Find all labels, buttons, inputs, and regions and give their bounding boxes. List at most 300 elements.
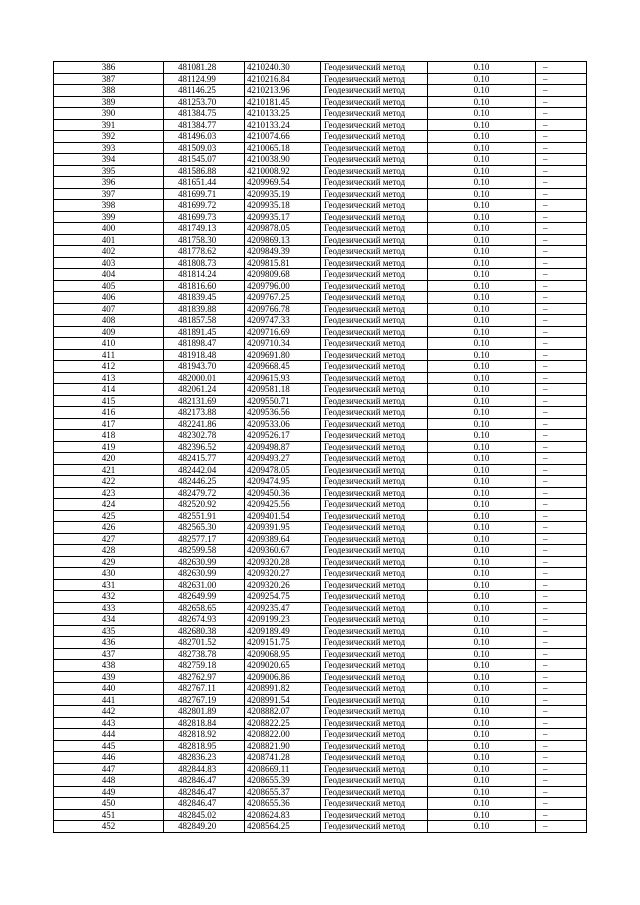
accuracy-cell: 0.10 [428, 809, 536, 821]
table-row [54, 694, 587, 706]
y-coordinate-cell: 4210181.45 [245, 96, 321, 108]
x-coordinate-cell: 481778.62 [164, 246, 245, 258]
accuracy-cell: 0.10 [428, 131, 536, 143]
y-coordinate-cell: 4210008.92 [245, 165, 321, 177]
accuracy-cell: 0.10 [428, 499, 536, 511]
table-row [54, 384, 587, 396]
table-row [54, 648, 587, 660]
x-coordinate-cell: 482131.69 [164, 395, 245, 407]
table-row [54, 73, 587, 85]
table-row [54, 395, 587, 407]
point-number-cell: 434 [54, 614, 164, 626]
accuracy-cell: 0.10 [428, 177, 536, 189]
method-cell: Геодезический метод [321, 568, 428, 580]
x-coordinate-cell: 482631.00 [164, 579, 245, 591]
note-cell: – [536, 821, 587, 833]
y-coordinate-cell: 4208564.25 [245, 821, 321, 833]
table-row [54, 522, 587, 534]
accuracy-cell: 0.10 [428, 62, 536, 74]
note-cell: – [536, 809, 587, 821]
note-cell: – [536, 487, 587, 499]
table-row [54, 671, 587, 683]
x-coordinate-cell: 481253.70 [164, 96, 245, 108]
note-cell: – [536, 556, 587, 568]
x-coordinate-cell: 482801.89 [164, 706, 245, 718]
y-coordinate-cell: 4209006.86 [245, 671, 321, 683]
note-cell: – [536, 269, 587, 281]
table-row [54, 188, 587, 200]
point-number-cell: 443 [54, 717, 164, 729]
method-cell: Геодезический метод [321, 165, 428, 177]
y-coordinate-cell: 4208669.11 [245, 763, 321, 775]
method-cell: Геодезический метод [321, 119, 428, 131]
method-cell: Геодезический метод [321, 499, 428, 511]
y-coordinate-cell: 4209796.00 [245, 280, 321, 292]
method-cell: Геодезический метод [321, 487, 428, 499]
point-number-cell: 444 [54, 729, 164, 741]
accuracy-cell: 0.10 [428, 614, 536, 626]
x-coordinate-cell: 481586.88 [164, 165, 245, 177]
x-coordinate-cell: 482630.99 [164, 556, 245, 568]
accuracy-cell: 0.10 [428, 545, 536, 557]
y-coordinate-cell: 4209550.71 [245, 395, 321, 407]
y-coordinate-cell: 4209716.69 [245, 326, 321, 338]
x-coordinate-cell: 481496.03 [164, 131, 245, 143]
x-coordinate-cell: 481081.28 [164, 62, 245, 74]
y-coordinate-cell: 4209935.19 [245, 188, 321, 200]
table-row [54, 510, 587, 522]
note-cell: – [536, 303, 587, 315]
y-coordinate-cell: 4209068.95 [245, 648, 321, 660]
method-cell: Геодезический метод [321, 671, 428, 683]
table-row [54, 568, 587, 580]
note-cell: – [536, 223, 587, 235]
point-number-cell: 433 [54, 602, 164, 614]
x-coordinate-cell: 482818.95 [164, 740, 245, 752]
y-coordinate-cell: 4208822.00 [245, 729, 321, 741]
method-cell: Геодезический метод [321, 602, 428, 614]
point-number-cell: 392 [54, 131, 164, 143]
x-coordinate-cell: 481146.25 [164, 85, 245, 97]
x-coordinate-cell: 481918.48 [164, 349, 245, 361]
note-cell: – [536, 441, 587, 453]
point-number-cell: 412 [54, 361, 164, 373]
accuracy-cell: 0.10 [428, 200, 536, 212]
note-cell: – [536, 361, 587, 373]
table-row [54, 441, 587, 453]
y-coordinate-cell: 4209320.27 [245, 568, 321, 580]
point-number-cell: 402 [54, 246, 164, 258]
point-number-cell: 426 [54, 522, 164, 534]
x-coordinate-cell: 482849.20 [164, 821, 245, 833]
point-number-cell: 406 [54, 292, 164, 304]
accuracy-cell: 0.10 [428, 315, 536, 327]
note-cell: – [536, 246, 587, 258]
table-row [54, 119, 587, 131]
point-number-cell: 428 [54, 545, 164, 557]
x-coordinate-cell: 482845.02 [164, 809, 245, 821]
accuracy-cell: 0.10 [428, 660, 536, 672]
note-cell: – [536, 786, 587, 798]
accuracy-cell: 0.10 [428, 303, 536, 315]
x-coordinate-cell: 482738.78 [164, 648, 245, 660]
y-coordinate-cell: 4210133.24 [245, 119, 321, 131]
y-coordinate-cell: 4208991.54 [245, 694, 321, 706]
accuracy-cell: 0.10 [428, 257, 536, 269]
method-cell: Геодезический метод [321, 131, 428, 143]
note-cell: – [536, 614, 587, 626]
accuracy-cell: 0.10 [428, 510, 536, 522]
x-coordinate-cell: 482846.47 [164, 775, 245, 787]
point-number-cell: 439 [54, 671, 164, 683]
x-coordinate-cell: 482000.01 [164, 372, 245, 384]
method-cell: Геодезический метод [321, 683, 428, 695]
x-coordinate-cell: 481839.45 [164, 292, 245, 304]
method-cell: Геодезический метод [321, 752, 428, 764]
method-cell: Геодезический метод [321, 637, 428, 649]
note-cell: – [536, 545, 587, 557]
y-coordinate-cell: 4209935.18 [245, 200, 321, 212]
table-row [54, 464, 587, 476]
table-row [54, 591, 587, 603]
y-coordinate-cell: 4208991.82 [245, 683, 321, 695]
table-row [54, 349, 587, 361]
table-row [54, 96, 587, 108]
table-row [54, 821, 587, 833]
x-coordinate-cell: 481384.75 [164, 108, 245, 120]
method-cell: Геодезический метод [321, 510, 428, 522]
point-number-cell: 450 [54, 798, 164, 810]
table-row [54, 717, 587, 729]
table-row [54, 338, 587, 350]
x-coordinate-cell: 481839.88 [164, 303, 245, 315]
method-cell: Геодезический метод [321, 763, 428, 775]
table-row [54, 579, 587, 591]
table-row [54, 407, 587, 419]
x-coordinate-cell: 481814.24 [164, 269, 245, 281]
accuracy-cell: 0.10 [428, 395, 536, 407]
table-row [54, 809, 587, 821]
x-coordinate-cell: 482818.92 [164, 729, 245, 741]
point-number-cell: 446 [54, 752, 164, 764]
y-coordinate-cell: 4209391.95 [245, 522, 321, 534]
note-cell: – [536, 372, 587, 384]
note-cell: – [536, 568, 587, 580]
note-cell: – [536, 740, 587, 752]
y-coordinate-cell: 4209360.67 [245, 545, 321, 557]
point-number-cell: 410 [54, 338, 164, 350]
table-row [54, 292, 587, 304]
x-coordinate-cell: 481124.99 [164, 73, 245, 85]
method-cell: Геодезический метод [321, 269, 428, 281]
note-cell: – [536, 752, 587, 764]
accuracy-cell: 0.10 [428, 234, 536, 246]
point-number-cell: 431 [54, 579, 164, 591]
table-row [54, 361, 587, 373]
x-coordinate-cell: 481509.03 [164, 142, 245, 154]
table-row [54, 625, 587, 637]
point-number-cell: 386 [54, 62, 164, 74]
method-cell: Геодезический метод [321, 384, 428, 396]
x-coordinate-cell: 482767.11 [164, 683, 245, 695]
accuracy-cell: 0.10 [428, 338, 536, 350]
x-coordinate-cell: 481808.73 [164, 257, 245, 269]
note-cell: – [536, 292, 587, 304]
y-coordinate-cell: 4210240.30 [245, 62, 321, 74]
point-number-cell: 399 [54, 211, 164, 223]
accuracy-cell: 0.10 [428, 729, 536, 741]
accuracy-cell: 0.10 [428, 706, 536, 718]
point-number-cell: 398 [54, 200, 164, 212]
table-row [54, 200, 587, 212]
method-cell: Геодезический метод [321, 154, 428, 166]
point-number-cell: 438 [54, 660, 164, 672]
point-number-cell: 429 [54, 556, 164, 568]
method-cell: Геодезический метод [321, 142, 428, 154]
x-coordinate-cell: 482680.38 [164, 625, 245, 637]
y-coordinate-cell: 4209320.26 [245, 579, 321, 591]
method-cell: Геодезический метод [321, 188, 428, 200]
x-coordinate-cell: 481384.77 [164, 119, 245, 131]
point-number-cell: 404 [54, 269, 164, 281]
table-row [54, 246, 587, 258]
note-cell: – [536, 234, 587, 246]
x-coordinate-cell: 481699.72 [164, 200, 245, 212]
x-coordinate-cell: 481699.73 [164, 211, 245, 223]
note-cell: – [536, 326, 587, 338]
y-coordinate-cell: 4209615.93 [245, 372, 321, 384]
table-row [54, 303, 587, 315]
method-cell: Геодезический метод [321, 464, 428, 476]
note-cell: – [536, 315, 587, 327]
method-cell: Геодезический метод [321, 821, 428, 833]
point-number-cell: 408 [54, 315, 164, 327]
y-coordinate-cell: 4210074.66 [245, 131, 321, 143]
method-cell: Геодезический метод [321, 418, 428, 430]
method-cell: Геодезический метод [321, 476, 428, 488]
note-cell: – [536, 453, 587, 465]
note-cell: – [536, 660, 587, 672]
x-coordinate-cell: 482649.99 [164, 591, 245, 603]
table-row [54, 660, 587, 672]
y-coordinate-cell: 4208655.39 [245, 775, 321, 787]
method-cell: Геодезический метод [321, 625, 428, 637]
point-number-cell: 421 [54, 464, 164, 476]
table-row [54, 487, 587, 499]
point-number-cell: 442 [54, 706, 164, 718]
point-number-cell: 445 [54, 740, 164, 752]
y-coordinate-cell: 4209536.56 [245, 407, 321, 419]
point-number-cell: 435 [54, 625, 164, 637]
y-coordinate-cell: 4209767.25 [245, 292, 321, 304]
accuracy-cell: 0.10 [428, 269, 536, 281]
x-coordinate-cell: 481699.71 [164, 188, 245, 200]
table-row [54, 280, 587, 292]
point-number-cell: 427 [54, 533, 164, 545]
method-cell: Геодезический метод [321, 108, 428, 120]
x-coordinate-cell: 482565.30 [164, 522, 245, 534]
method-cell: Геодезический метод [321, 177, 428, 189]
x-coordinate-cell: 482173.88 [164, 407, 245, 419]
note-cell: – [536, 476, 587, 488]
accuracy-cell: 0.10 [428, 326, 536, 338]
note-cell: – [536, 62, 587, 74]
note-cell: – [536, 418, 587, 430]
y-coordinate-cell: 4209235.47 [245, 602, 321, 614]
point-number-cell: 403 [54, 257, 164, 269]
accuracy-cell: 0.10 [428, 821, 536, 833]
table-row [54, 752, 587, 764]
note-cell: – [536, 395, 587, 407]
y-coordinate-cell: 4209474.95 [245, 476, 321, 488]
x-coordinate-cell: 481816.60 [164, 280, 245, 292]
note-cell: – [536, 280, 587, 292]
note-cell: – [536, 602, 587, 614]
table-row [54, 740, 587, 752]
x-coordinate-cell: 481898.47 [164, 338, 245, 350]
x-coordinate-cell: 482674.93 [164, 614, 245, 626]
accuracy-cell: 0.10 [428, 487, 536, 499]
method-cell: Геодезический метод [321, 441, 428, 453]
x-coordinate-cell: 482415.77 [164, 453, 245, 465]
accuracy-cell: 0.10 [428, 292, 536, 304]
x-coordinate-cell: 481857.58 [164, 315, 245, 327]
note-cell: – [536, 671, 587, 683]
point-number-cell: 407 [54, 303, 164, 315]
y-coordinate-cell: 4209189.49 [245, 625, 321, 637]
table-row [54, 223, 587, 235]
method-cell: Геодезический метод [321, 775, 428, 787]
y-coordinate-cell: 4209878.05 [245, 223, 321, 235]
x-coordinate-cell: 482844.83 [164, 763, 245, 775]
note-cell: – [536, 464, 587, 476]
note-cell: – [536, 694, 587, 706]
method-cell: Геодезический метод [321, 545, 428, 557]
y-coordinate-cell: 4209710.34 [245, 338, 321, 350]
table-row [54, 257, 587, 269]
y-coordinate-cell: 4208822.25 [245, 717, 321, 729]
accuracy-cell: 0.10 [428, 648, 536, 660]
y-coordinate-cell: 4209849.39 [245, 246, 321, 258]
table-row [54, 315, 587, 327]
y-coordinate-cell: 4209254.75 [245, 591, 321, 603]
method-cell: Геодезический метод [321, 591, 428, 603]
accuracy-cell: 0.10 [428, 453, 536, 465]
method-cell: Геодезический метод [321, 430, 428, 442]
note-cell: – [536, 108, 587, 120]
point-number-cell: 387 [54, 73, 164, 85]
method-cell: Геодезический метод [321, 614, 428, 626]
point-number-cell: 405 [54, 280, 164, 292]
point-number-cell: 418 [54, 430, 164, 442]
note-cell: – [536, 533, 587, 545]
point-number-cell: 437 [54, 648, 164, 660]
x-coordinate-cell: 482762.97 [164, 671, 245, 683]
x-coordinate-cell: 481545.07 [164, 154, 245, 166]
y-coordinate-cell: 4209809.68 [245, 269, 321, 281]
x-coordinate-cell: 482818.84 [164, 717, 245, 729]
accuracy-cell: 0.10 [428, 384, 536, 396]
y-coordinate-cell: 4209747.33 [245, 315, 321, 327]
x-coordinate-cell: 482759.18 [164, 660, 245, 672]
point-number-cell: 391 [54, 119, 164, 131]
method-cell: Геодезический метод [321, 280, 428, 292]
note-cell: – [536, 338, 587, 350]
y-coordinate-cell: 4209691.80 [245, 349, 321, 361]
accuracy-cell: 0.10 [428, 602, 536, 614]
y-coordinate-cell: 4209935.17 [245, 211, 321, 223]
method-cell: Геодезический метод [321, 648, 428, 660]
table-row [54, 372, 587, 384]
y-coordinate-cell: 4210216.84 [245, 73, 321, 85]
table-row [54, 556, 587, 568]
accuracy-cell: 0.10 [428, 96, 536, 108]
x-coordinate-cell: 482551.91 [164, 510, 245, 522]
method-cell: Геодезический метод [321, 694, 428, 706]
note-cell: – [536, 119, 587, 131]
note-cell: – [536, 85, 587, 97]
table-row [54, 326, 587, 338]
y-coordinate-cell: 4210065.18 [245, 142, 321, 154]
point-number-cell: 422 [54, 476, 164, 488]
method-cell: Геодезический метод [321, 315, 428, 327]
point-number-cell: 432 [54, 591, 164, 603]
accuracy-cell: 0.10 [428, 361, 536, 373]
y-coordinate-cell: 4209526.17 [245, 430, 321, 442]
accuracy-cell: 0.10 [428, 119, 536, 131]
y-coordinate-cell: 4209020.65 [245, 660, 321, 672]
table-row [54, 85, 587, 97]
accuracy-cell: 0.10 [428, 246, 536, 258]
accuracy-cell: 0.10 [428, 188, 536, 200]
accuracy-cell: 0.10 [428, 591, 536, 603]
method-cell: Геодезический метод [321, 85, 428, 97]
accuracy-cell: 0.10 [428, 775, 536, 787]
note-cell: – [536, 591, 587, 603]
accuracy-cell: 0.10 [428, 637, 536, 649]
y-coordinate-cell: 4209450.36 [245, 487, 321, 499]
method-cell: Геодезический метод [321, 73, 428, 85]
method-cell: Геодезический метод [321, 717, 428, 729]
note-cell: – [536, 211, 587, 223]
note-cell: – [536, 510, 587, 522]
table-row [54, 62, 587, 74]
table-row [54, 453, 587, 465]
point-number-cell: 414 [54, 384, 164, 396]
point-number-cell: 409 [54, 326, 164, 338]
accuracy-cell: 0.10 [428, 740, 536, 752]
accuracy-cell: 0.10 [428, 579, 536, 591]
table-row [54, 683, 587, 695]
accuracy-cell: 0.10 [428, 372, 536, 384]
note-cell: – [536, 200, 587, 212]
table-row [54, 706, 587, 718]
y-coordinate-cell: 4209498.87 [245, 441, 321, 453]
y-coordinate-cell: 4209815.81 [245, 257, 321, 269]
point-number-cell: 389 [54, 96, 164, 108]
accuracy-cell: 0.10 [428, 798, 536, 810]
accuracy-cell: 0.10 [428, 533, 536, 545]
method-cell: Геодезический метод [321, 361, 428, 373]
method-cell: Геодезический метод [321, 798, 428, 810]
method-cell: Геодезический метод [321, 257, 428, 269]
note-cell: – [536, 763, 587, 775]
point-number-cell: 452 [54, 821, 164, 833]
method-cell: Геодезический метод [321, 246, 428, 258]
method-cell: Геодезический метод [321, 338, 428, 350]
point-number-cell: 436 [54, 637, 164, 649]
table-row [54, 131, 587, 143]
